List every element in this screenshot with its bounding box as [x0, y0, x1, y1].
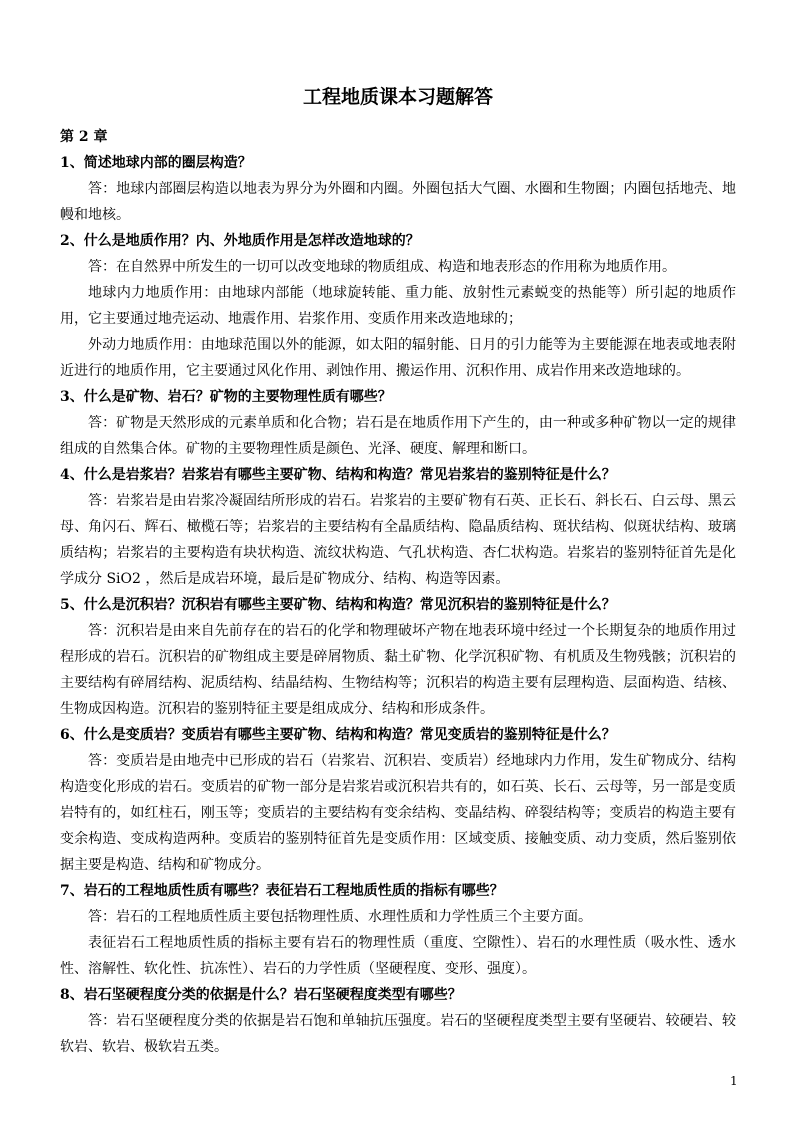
qa-section — [60, 592, 736, 722]
answer-paragraph: 表征岩石工程地质性质的指标主要有岩石的物理性质（重度、空隙性）、岩石的水理性质（吸水性、透水性、溶解性、软化性、抗冻性）、岩石的力学性质（坚硬程度、变形、强度）。 — [60, 935, 736, 977]
qa-list — [60, 150, 736, 1060]
question-heading: 4、什么是岩浆岩？岩浆岩有哪些主要矿物、结构和构造？常见岩浆岩的鉴别特征是什么？ — [60, 467, 616, 483]
document-page — [60, 84, 736, 1060]
question-heading: 5、什么是沉积岩？沉积岩有哪些主要矿物、结构和构造？常见沉积岩的鉴别特征是什么？ — [60, 597, 616, 613]
qa-section — [60, 722, 736, 878]
document-title: 工程地质课本习题解答 — [302, 86, 493, 108]
chapter-heading: 第 2 章 — [60, 129, 108, 145]
answer-paragraph: 答：岩石的工程地质性质主要包括物理性质、水理性质和力学性质三个主要方面。 — [88, 909, 592, 925]
qa-section — [60, 878, 736, 982]
answer-paragraph: 答：变质岩是由地壳中已形成的岩石（岩浆岩、沉积岩、变质岩）经地球内力作用，发生矿物成分、结构构造变化形成的岩石。变质岩的矿物一部分是岩浆岩或沉积岩共有的，如石英、长石、云母等，另一部是变质岩特有的，如红柱石，刚玉等；变质岩的主要结构有变余结构、变晶结构、碎裂结构等；变质岩的构造主要有变余构造、变成构造两种。变质岩的鉴别特征首先是变质作用：区域变质、接触变质、动力变质，然后鉴别依据主要是构造、结构和矿物成分。 — [60, 753, 736, 873]
answer-paragraph: 答：岩浆岩是由岩浆冷凝固结所形成的岩石。岩浆岩的主要矿物有石英、正长石、斜长石、白云母、黑云母、角闪石、辉石、橄榄石等；岩浆岩的主要结构有全晶质结构、隐晶质结构、斑状结构、似斑状结构、玻璃质结构；岩浆岩的主要构造有块状构造、流纹状构造、气孔状构造、杏仁状构造。岩浆岩的鉴别特征首先是化学成分 SiO2 ，然后是成岩环境，最后是矿物成分、结构、构造等因素。 — [60, 493, 736, 587]
answer-paragraph: 答：矿物是天然形成的元素单质和化合物；岩石是在地质作用下产生的，由一种或多种矿物以一定的规律组成的自然集合体。矿物的主要物理性质是颜色、光泽、硬度、解理和断口。 — [60, 415, 736, 457]
answer-paragraph: 地球内力地质作用：由地球内部能（地球旋转能、重力能、放射性元素蜕变的热能等）所引起的地质作用，它主要通过地壳运动、地震作用、岩浆作用、变质作用来改造地球的； — [60, 285, 736, 327]
qa-section — [60, 462, 736, 592]
question-heading: 7、岩石的工程地质性质有哪些？表征岩石工程地质性质的指标有哪些？ — [60, 883, 504, 899]
qa-section — [60, 228, 736, 384]
question-heading: 2、什么是地质作用？内、外地质作用是怎样改造地球的？ — [60, 233, 420, 249]
answer-paragraph: 答：在自然界中所发生的一切可以改变地球的物质组成、构造和地表形态的作用称为地质作用。 — [88, 259, 676, 275]
answer-paragraph: 外动力地质作用：由地球范围以外的能源，如太阳的辐射能、日月的引力能等为主要能源在地表或地表附近进行的地质作用，它主要通过风化作用、剥蚀作用、搬运作用、沉积作用、成岩作用来改造地球的。 — [60, 337, 736, 379]
question-heading: 1、简述地球内部的圈层构造？ — [60, 155, 252, 171]
qa-section — [60, 982, 736, 1060]
question-heading: 6、什么是变质岩？变质岩有哪些主要矿物、结构和构造？常见变质岩的鉴别特征是什么？ — [60, 727, 616, 743]
qa-section — [60, 384, 736, 462]
answer-paragraph: 答：地球内部圈层构造以地表为界分为外圈和内圈。外圈包括大气圈、水圈和生物圈；内圈包括地壳、地幔和地核。 — [60, 181, 736, 223]
question-heading: 8、岩石坚硬程度分类的依据是什么？岩石坚硬程度类型有哪些？ — [60, 987, 462, 1003]
question-heading: 3、什么是矿物、岩石？矿物的主要物理性质有哪些？ — [60, 389, 392, 405]
answer-paragraph: 答：沉积岩是由来自先前存在的岩石的化学和物理破坏产物在地表环境中经过一个长期复杂的地质作用过程形成的岩石。沉积岩的矿物组成主要是碎屑物质、黏土矿物、化学沉积矿物、有机质及生物残骸；沉积岩的主要结构有碎屑结构、泥质结构、结晶结构、生物结构等；沉积岩的构造主要有层理构造、层面构造、结核、生物成因构造。沉积岩的鉴别特征主要是组成成分、结构和形成条件。 — [60, 623, 736, 717]
answer-paragraph: 答：岩石坚硬程度分类的依据是岩石饱和单轴抗压强度。岩石的坚硬程度类型主要有坚硬岩、较硬岩、较软岩、软岩、极软岩五类。 — [60, 1013, 736, 1055]
page-number: 1 — [730, 1074, 738, 1088]
qa-section — [60, 150, 736, 228]
